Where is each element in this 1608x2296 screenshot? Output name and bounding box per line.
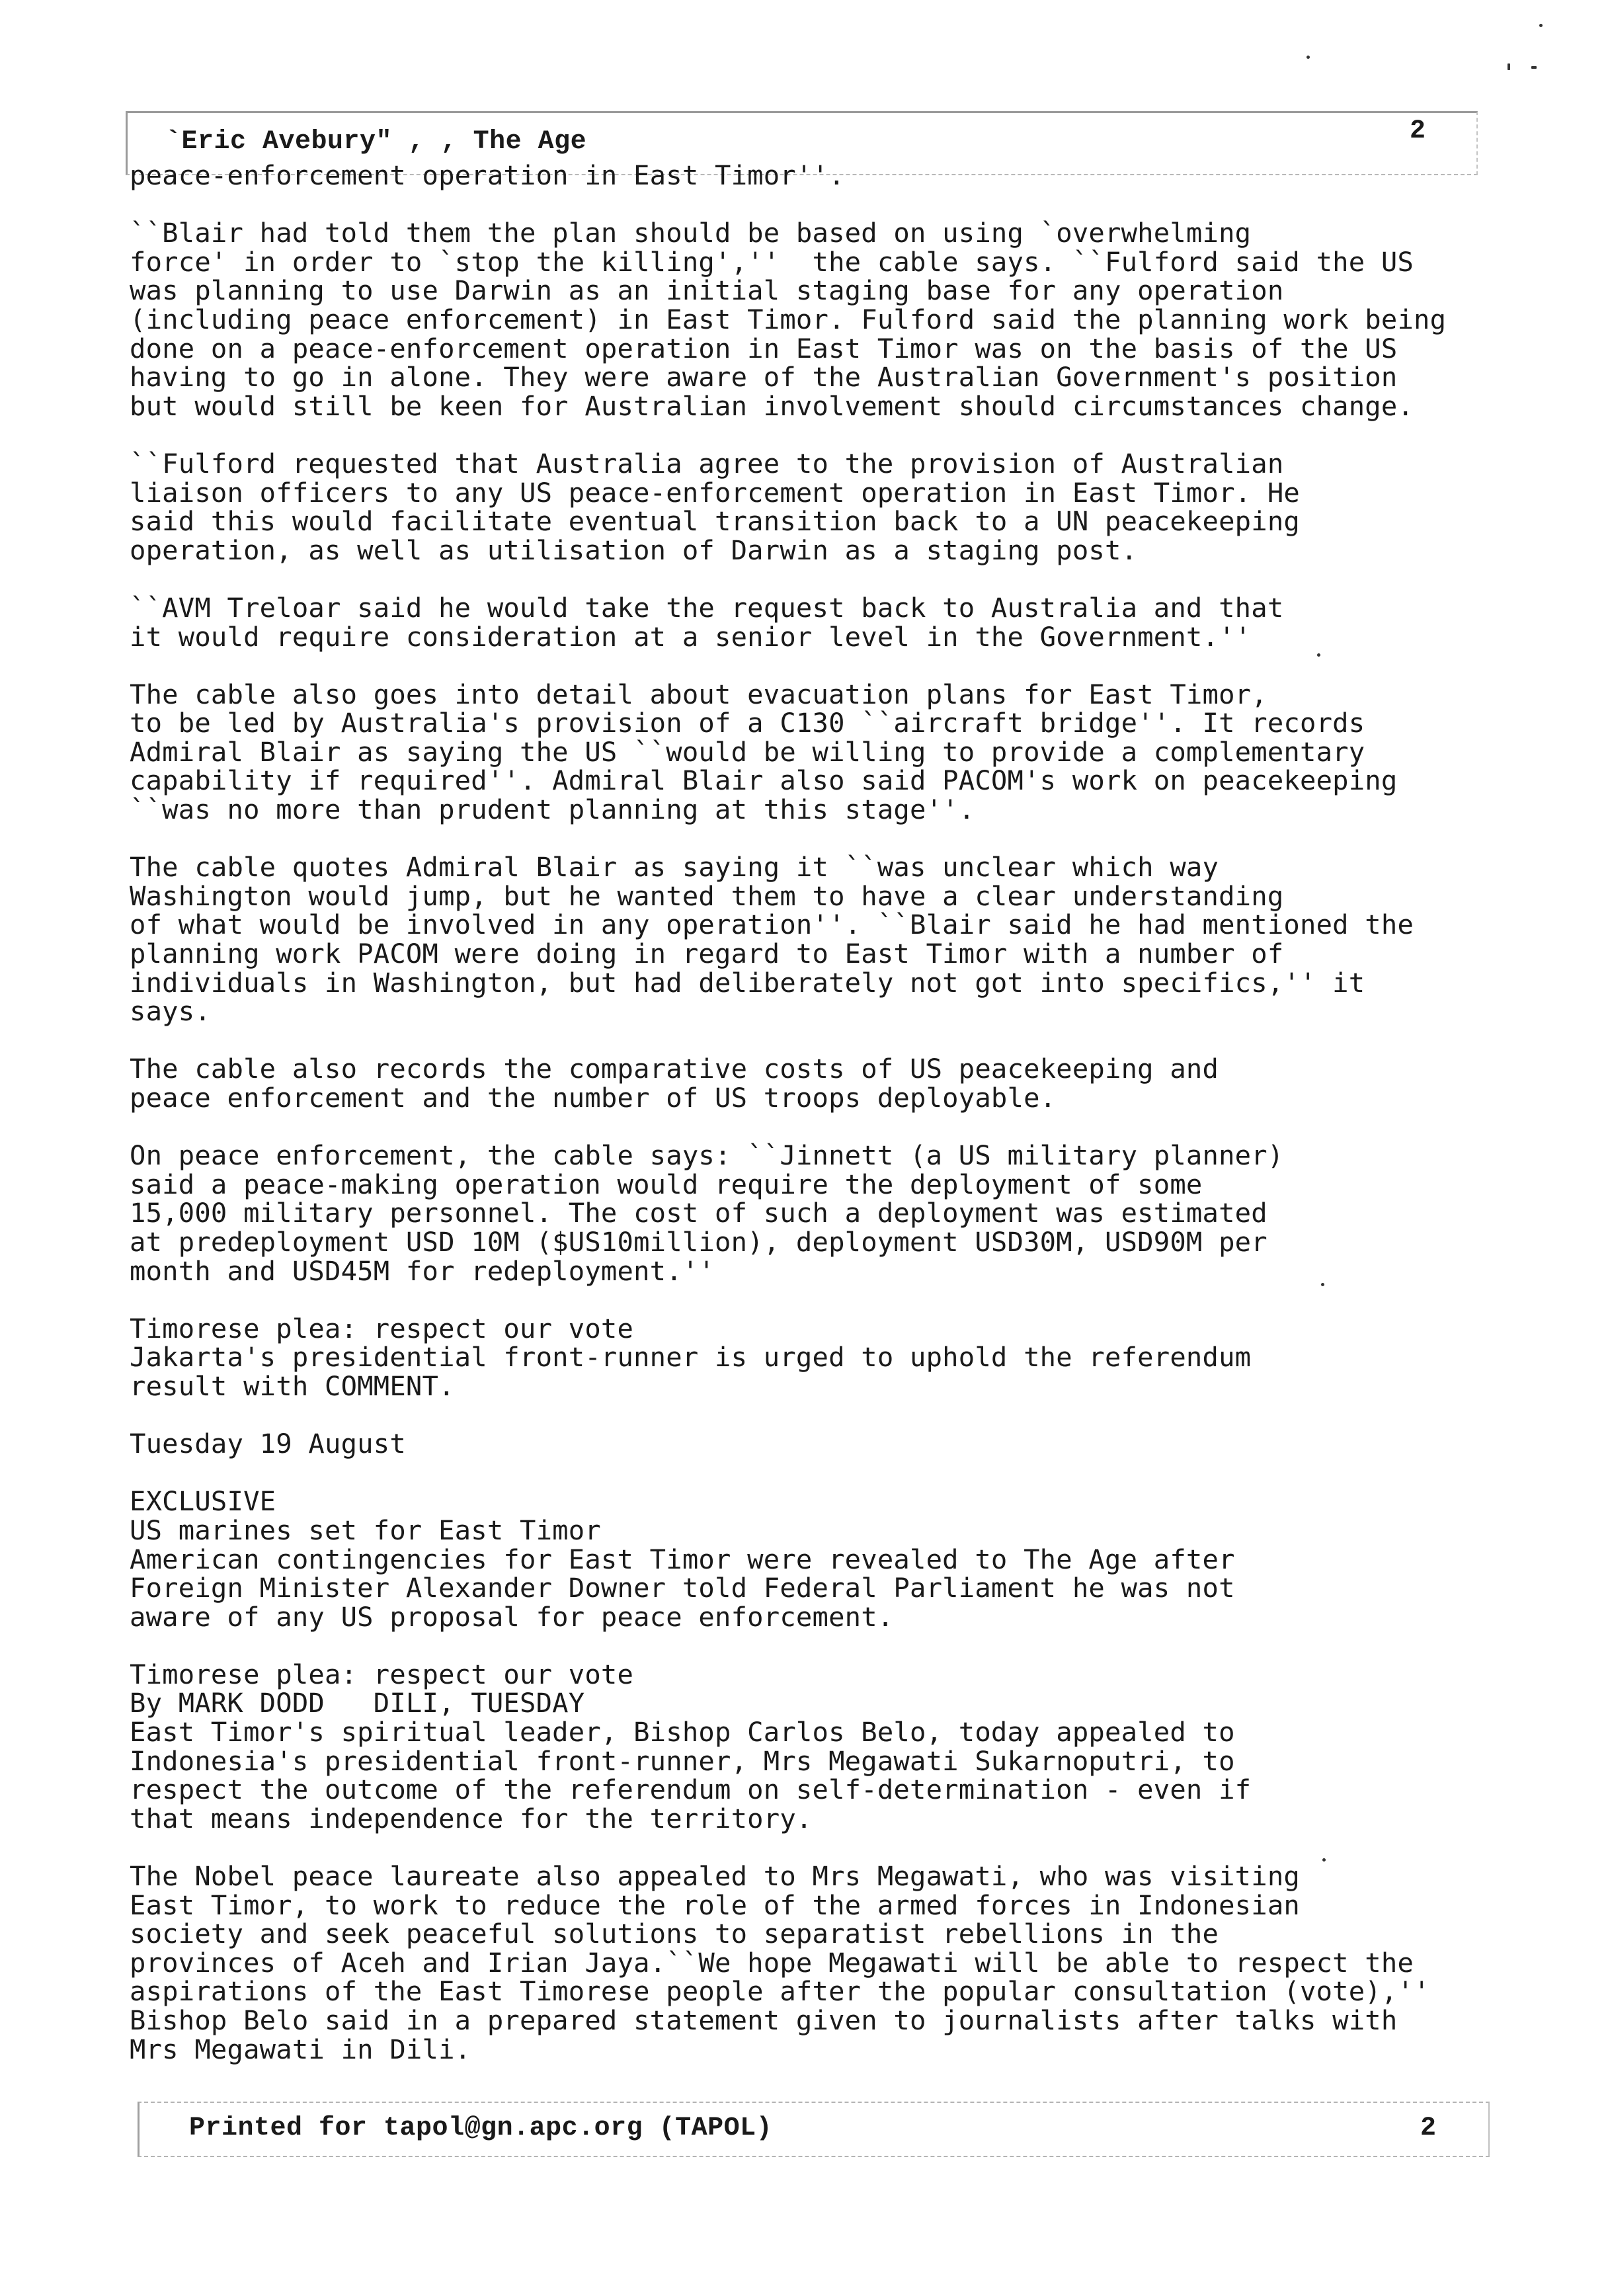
- body-line: Admiral Blair as saying the US ``would be willing to provide a complementary: [130, 735, 1365, 768]
- body-line: The cable quotes Admiral Blair as saying it ``was unclear which way: [130, 851, 1219, 883]
- body-line: month and USD45M for redeployment.'': [130, 1254, 715, 1287]
- body-line: said a peace-making operation would require the deployment of some: [130, 1168, 1203, 1200]
- body-line: society and seek peaceful solutions to separatist rebellions in the: [130, 1918, 1219, 1950]
- body-line: liaison officers to any US peace-enforcement operation in East Timor. He: [130, 476, 1300, 509]
- scan-speck: [1539, 24, 1543, 27]
- body-line: respect the outcome of the referendum on self-determination - even if: [130, 1774, 1252, 1806]
- body-line: The cable also goes into detail about evacuation plans for East Timor,: [130, 678, 1267, 710]
- body-line: Tuesday 19 August: [130, 1428, 406, 1460]
- body-line: peace-enforcement operation in East Timor''.: [130, 159, 845, 191]
- body-line: of what would be involved in any operation''. ``Blair said he had mentioned the: [130, 909, 1414, 941]
- body-line: it would require consideration at a senior level in the Government.'': [130, 620, 1252, 653]
- header-page-number: 2: [1410, 116, 1426, 146]
- body-line: Timorese plea: respect our vote: [130, 1658, 634, 1690]
- body-line: ``Blair had told them the plan should be based on using `overwhelming: [130, 217, 1252, 249]
- body-line: East Timor, to work to reduce the role of the armed forces in Indonesian: [130, 1889, 1300, 1921]
- body-line: The Nobel peace laureate also appealed to Mrs Megawati, who was visiting: [130, 1860, 1300, 1893]
- body-line: that means independence for the territory.: [130, 1802, 813, 1834]
- body-line: aspirations of the East Timorese people after the popular consultation (vote),'': [130, 1975, 1430, 2008]
- body-line: force' in order to `stop the killing','' the cable says. ``Fulford said the US: [130, 245, 1414, 278]
- scan-speck: [1322, 1858, 1326, 1862]
- scan-speck: [1317, 653, 1320, 657]
- body-line: aware of any US proposal for peace enforcement.: [130, 1600, 894, 1633]
- body-line: individuals in Washington, but had deliberately not got into specifics,'' it: [130, 966, 1365, 999]
- body-line: American contingencies for East Timor were revealed to The Age after: [130, 1543, 1235, 1575]
- body-line: (including peace enforcement) in East Timor. Fulford said the planning work being: [130, 303, 1447, 335]
- scan-speck: [1531, 66, 1537, 69]
- body-line: but would still be keen for Australian involvement should circumstances change.: [130, 390, 1414, 422]
- body-line: 15,000 military personnel. The cost of such a deployment was estimated: [130, 1197, 1267, 1229]
- body-line: Foreign Minister Alexander Downer told Federal Parliament he was not: [130, 1572, 1235, 1604]
- body-line: result with COMMENT.: [130, 1370, 455, 1402]
- body-line: US marines set for East Timor: [130, 1514, 601, 1546]
- article-body: [130, 161, 1478, 2064]
- body-line: having to go in alone. They were aware of the Australian Government's position: [130, 361, 1398, 393]
- body-line: ``was no more than prudent planning at this stage''.: [130, 794, 975, 826]
- body-line: By MARK DODD DILI, TUESDAY: [130, 1687, 585, 1719]
- body-line: done on a peace-enforcement operation in East Timor was on the basis of the US: [130, 332, 1398, 364]
- scan-speck: [1321, 1283, 1324, 1286]
- body-line: says.: [130, 995, 211, 1028]
- body-line: ``Fulford requested that Australia agree to the provision of Australian: [130, 447, 1284, 479]
- body-line: Timorese plea: respect our vote: [130, 1312, 634, 1344]
- body-line: Indonesia's presidential front-runner, Mrs Megawati Sukarnoputri, to: [130, 1744, 1235, 1777]
- header-title: `Eric Avebury" , , The Age: [165, 127, 587, 157]
- footer-print-label: Printed for tapol@gn.apc.org (TAPOL): [189, 2113, 773, 2143]
- body-line: Mrs Megawati in Dili.: [130, 2033, 471, 2065]
- body-line: provinces of Aceh and Irian Jaya.``We hope Megawati will be able to respect the: [130, 1946, 1414, 1979]
- body-line: Bishop Belo said in a prepared statement given to journalists after talks with: [130, 2004, 1398, 2036]
- body-line: capability if required''. Admiral Blair also said PACOM's work on peacekeeping: [130, 764, 1398, 797]
- body-line: ``AVM Treloar said he would take the request back to Australia and that: [130, 591, 1284, 624]
- body-line: EXCLUSIVE: [130, 1485, 276, 1518]
- body-line: said this would facilitate eventual transition back to a UN peacekeeping: [130, 505, 1300, 538]
- body-line: Jakarta's presidential front-runner is urged to uphold the referendum: [130, 1341, 1252, 1374]
- body-line: planning work PACOM were doing in regard to East Timor with a number of: [130, 938, 1284, 970]
- scan-speck: [1306, 56, 1310, 59]
- body-line: at predeployment USD 10M ($US10million), deployment USD30M, USD90M per: [130, 1225, 1267, 1258]
- body-line: peace enforcement and the number of US troops deployable.: [130, 1082, 1057, 1114]
- scan-speck: [1508, 63, 1510, 70]
- body-line: Washington would jump, but he wanted them to have a clear understanding: [130, 880, 1284, 912]
- footer-page-number: 2: [1420, 2113, 1437, 2143]
- body-line: East Timor's spiritual leader, Bishop Carlos Belo, today appealed to: [130, 1716, 1235, 1748]
- body-line: to be led by Australia's provision of a C130 ``aircraft bridge''. It records: [130, 707, 1365, 739]
- body-line: On peace enforcement, the cable says: ``Jinnett (a US military planner): [130, 1139, 1284, 1172]
- body-line: The cable also records the comparative costs of US peacekeeping and: [130, 1053, 1219, 1085]
- body-line: operation, as well as utilisation of Darwin as a staging post.: [130, 534, 1138, 566]
- body-line: was planning to use Darwin as an initial staging base for any operation: [130, 274, 1284, 307]
